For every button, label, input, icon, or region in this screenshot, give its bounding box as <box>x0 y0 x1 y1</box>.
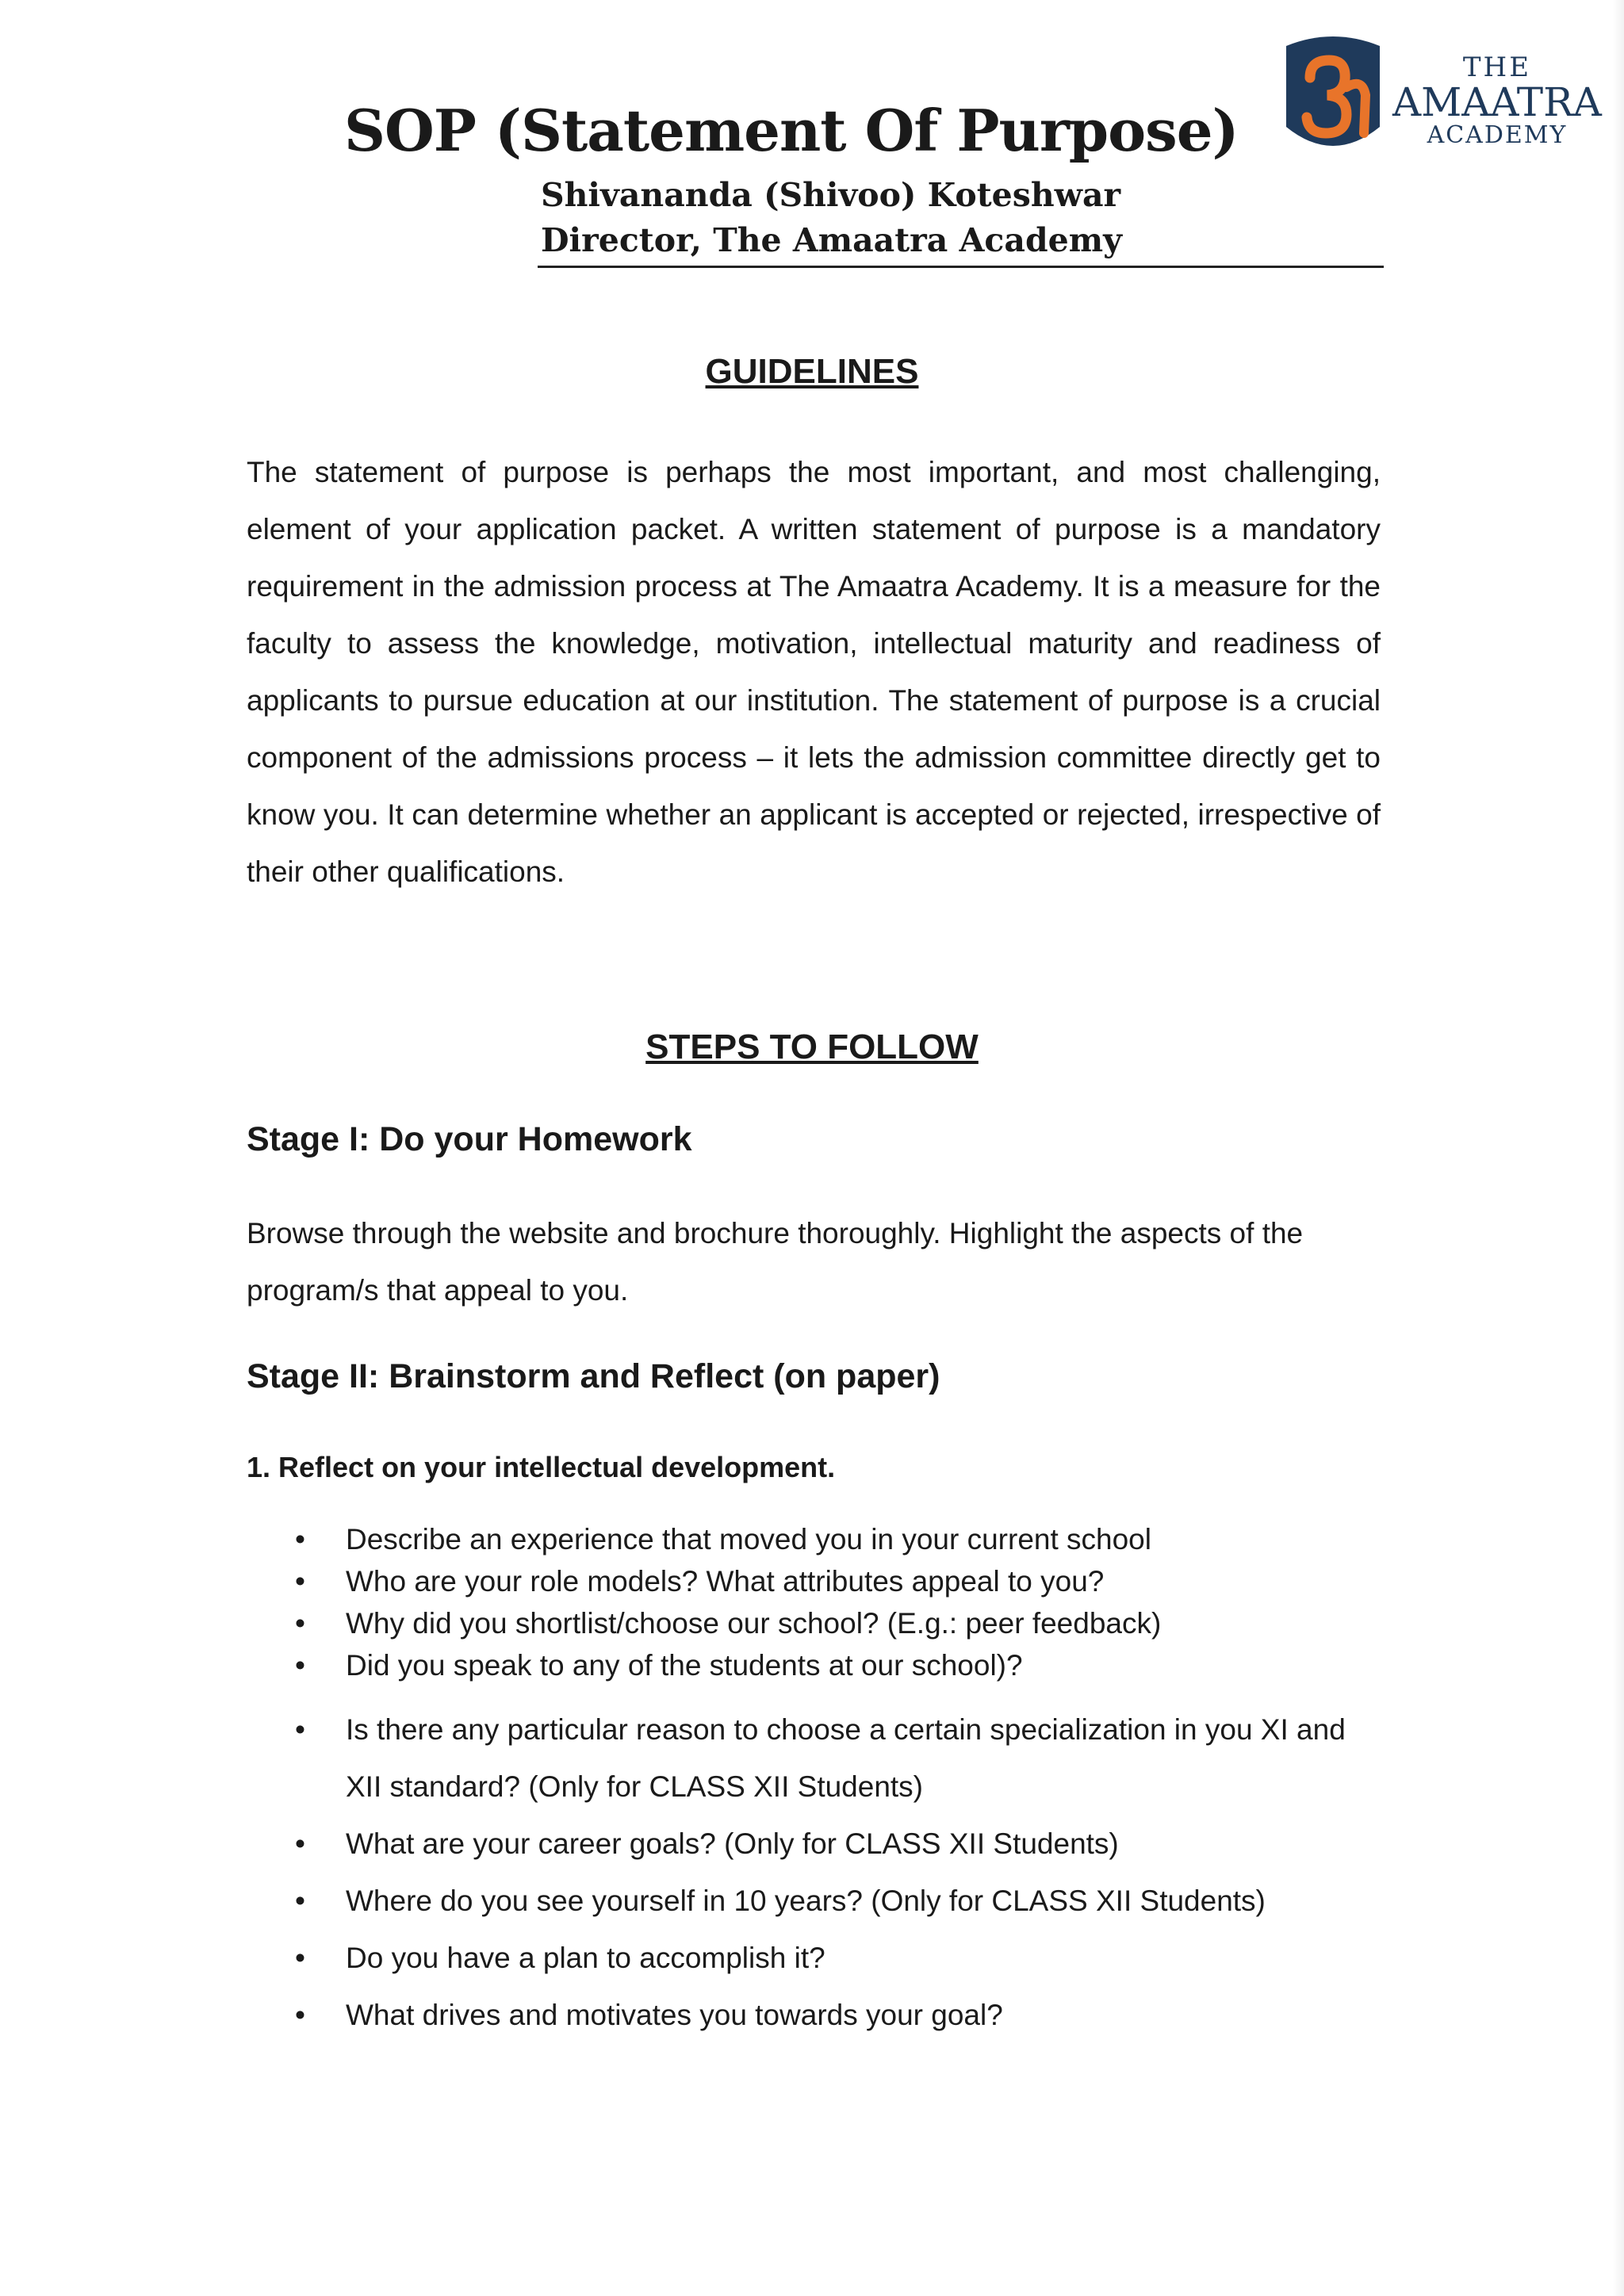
header-divider <box>538 266 1384 268</box>
stage-1-text: Browse through the website and brochure thoroughly. Highlight the aspects of the program/s that appeal to you. <box>247 1217 1304 1307</box>
logo-line-amaatra: AMAATRA <box>1392 79 1602 125</box>
stage-1-heading: Stage I: Do your Homework <box>247 1120 692 1158</box>
author-block <box>541 173 1122 263</box>
author-role: Director, The Amaatra Academy <box>541 221 1122 259</box>
list-item-text: Where do you see yourself in 10 years? (Only for CLASS XII Students) <box>346 1885 1266 1917</box>
logo-wordmark <box>1392 54 1602 147</box>
list-item-text: Did you speak to any of the students at our school)? <box>346 1649 1023 1682</box>
logo-line-the: THE <box>1462 52 1532 83</box>
bullet-icon: • <box>295 1942 305 1974</box>
bullet-icon: • <box>295 1565 305 1598</box>
list-item <box>295 1930 1385 1987</box>
page-edge <box>1613 0 1624 2296</box>
bullet-icon: • <box>295 1649 305 1682</box>
stage-2-heading: Stage II: Brainstorm and Reflect (on paper) <box>247 1357 940 1395</box>
list-item-text: Is there any particular reason to choose a certain specialization in you XI and XII standard? (Only for CLASS XII Students) <box>346 1713 1346 1803</box>
reflection-subheading: 1. Reflect on your intellectual development. <box>247 1451 836 1483</box>
list-item-text: What drives and motivates you towards your goal? <box>346 1999 1003 2031</box>
bullet-icon: • <box>295 1713 305 1746</box>
bullet-icon: • <box>295 1885 305 1917</box>
list-item-text: What are your career goals? (Only for CLASS XII Students) <box>346 1827 1119 1860</box>
document-title: SOP (Statement Of Purpose) <box>344 97 1239 164</box>
logo-line-academy: ACADEMY <box>1427 121 1568 149</box>
guidelines-paragraph: The statement of purpose is perhaps the most important, and most challenging, element of your application packet. A written statement of purpose is a mandatory requirement in the admission process at The Amaatra Academy. It is a measure for the faculty to assess the knowledge, motivation, intellectual maturity and readiness of applicants to pursue education at our institution. The statement of purpose is a crucial component of the admissions process – it lets the admission committee directly get to know you. It can determine whether an applicant is accepted or rejected, irrespective of their other qualifications. <box>247 456 1381 888</box>
list-item <box>295 1987 1385 2044</box>
guidelines-heading: GUIDELINES <box>705 352 919 391</box>
amaatra-shield-icon <box>1280 32 1386 160</box>
list-item <box>295 1560 1385 1603</box>
steps-heading: STEPS TO FOLLOW <box>645 1027 979 1066</box>
bullet-icon: • <box>295 1827 305 1860</box>
list-item <box>295 1701 1385 1816</box>
list-item <box>295 1873 1385 1930</box>
list-item <box>295 1518 1385 1561</box>
list-item <box>295 1816 1385 1873</box>
list-item <box>295 1602 1385 1645</box>
list-item-text: Describe an experience that moved you in your current school <box>346 1523 1151 1556</box>
bullet-icon: • <box>295 1999 305 2031</box>
list-item-text: Why did you shortlist/choose our school? (E.g.: peer feedback) <box>346 1607 1162 1640</box>
bullet-icon: • <box>295 1607 305 1640</box>
list-item-text: Who are your role models? What attributes appeal to you? <box>346 1565 1105 1598</box>
list-item <box>295 1644 1385 1687</box>
bullet-icon: • <box>295 1523 305 1556</box>
author-name: Shivananda (Shivoo) Koteshwar <box>541 176 1121 214</box>
amaatra-logo <box>1280 29 1602 163</box>
list-item-text: Do you have a plan to accomplish it? <box>346 1942 825 1974</box>
